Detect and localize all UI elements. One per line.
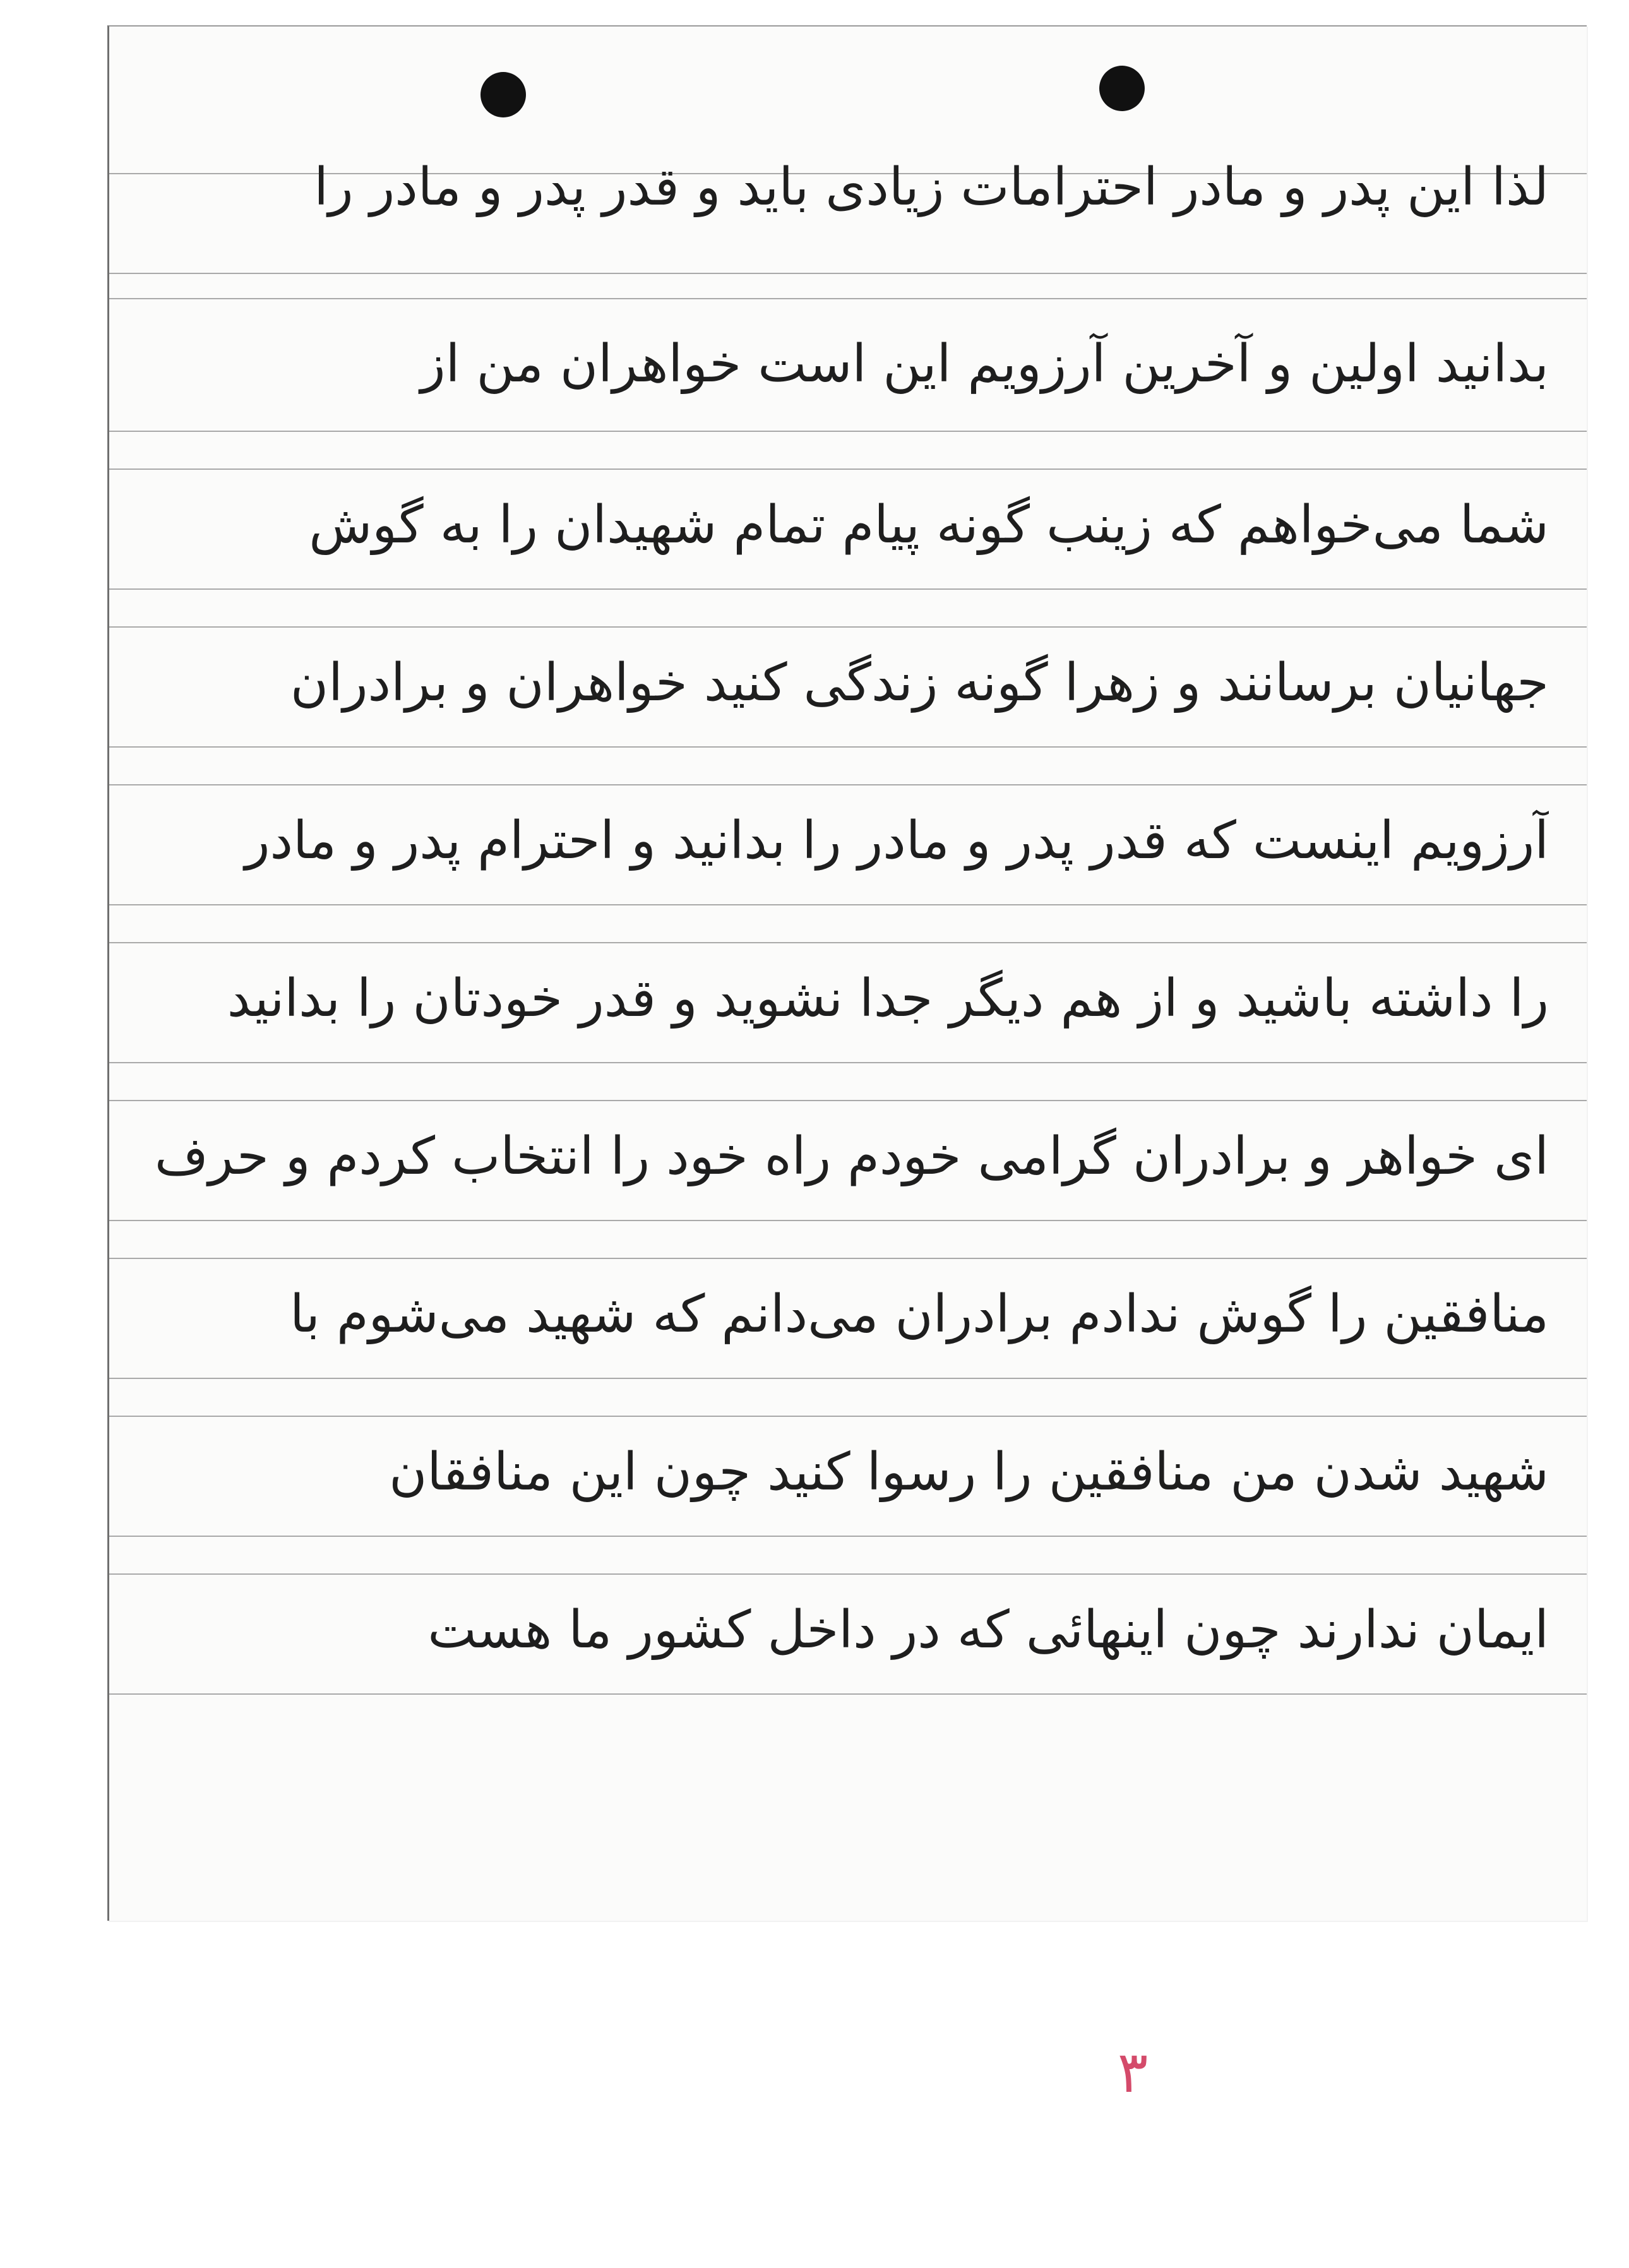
ruled-line [109, 1536, 1587, 1537]
ruled-line [109, 1378, 1587, 1379]
binder-hole-right [1099, 66, 1145, 111]
letter-line-10: ایمان ندارند چون اینهائی که در داخل کشور ما هست [427, 1600, 1549, 1660]
letter-line-4: جهانیان برسانند و زهرا گونه زندگی کنید خواهران و برادران [290, 653, 1549, 713]
letter-line-6: را داشته باشید و از هم دیگر جدا نشوید و قدر خودتان را بدانید [227, 969, 1549, 1029]
ruled-line [109, 1573, 1587, 1575]
ruled-line [109, 942, 1587, 943]
ruled-line [109, 904, 1587, 905]
ruled-line [109, 469, 1587, 470]
letter-line-5: آرزویم اینست که قدر پدر و مادر را بدانید و احترام پدر و مادر [244, 811, 1549, 871]
ruled-line [109, 431, 1587, 432]
ruled-line [109, 1062, 1587, 1063]
ruled-line [109, 1693, 1587, 1695]
ruled-line [109, 1416, 1587, 1417]
letter-line-3: شما می‌خواهم که زینب گونه پیام تمام شهیدان را به گوش [309, 495, 1549, 555]
letter-line-8: منافقین را گوش ندادم برادران می‌دانم که شهید می‌شوم با [289, 1284, 1549, 1344]
ruled-line [109, 784, 1587, 785]
letter-line-7: ای خواهر و برادران گرامی خودم راه خود را انتخاب کردم و حرف [154, 1126, 1549, 1186]
letter-line-1: لذا این پدر و مادر احترامات زیادی باید و قدر پدر و مادر را [314, 157, 1549, 217]
binder-hole-left [480, 72, 526, 117]
ruled-line [109, 1100, 1587, 1101]
ruled-line [109, 1220, 1587, 1221]
ruled-line [109, 588, 1587, 590]
ruled-line [109, 298, 1587, 299]
handwritten-letter-page [107, 25, 1587, 1921]
letter-line-9: شهید شدن من منافقین را رسوا کنید چون این منافقان [389, 1442, 1549, 1502]
ruled-line [109, 273, 1587, 274]
ruled-line [109, 746, 1587, 748]
ruled-line [109, 626, 1587, 628]
ruled-line [109, 1258, 1587, 1259]
letter-line-2: بدانید اولین و آخرین آرزویم این است خواهران من از [421, 334, 1549, 394]
page-number: ۳ [1118, 2039, 1149, 2106]
